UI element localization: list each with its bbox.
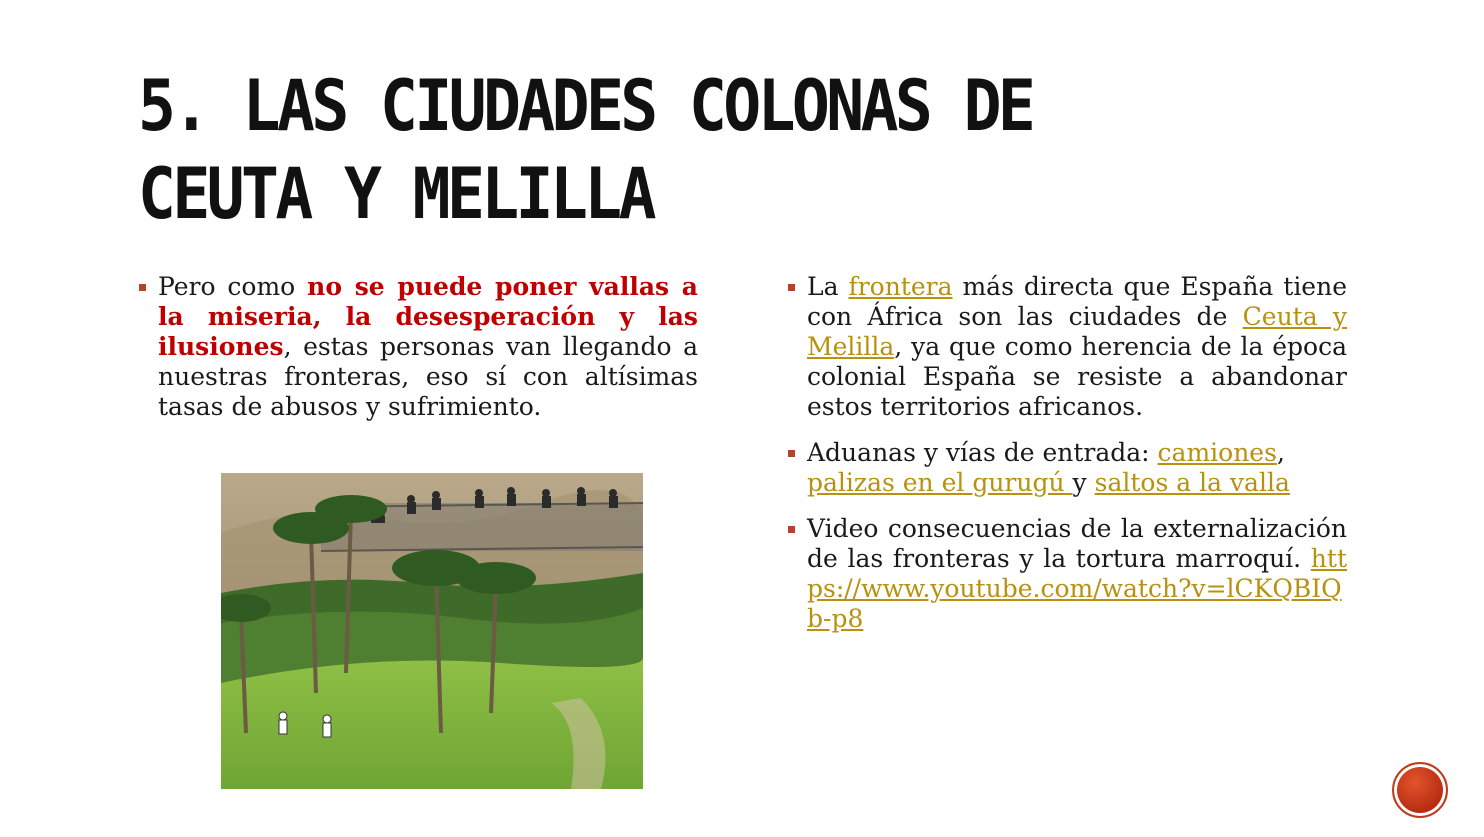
link-palizas[interactable]: palizas en el gurugú	[807, 468, 1073, 497]
link-camiones[interactable]: camiones	[1157, 438, 1277, 467]
text-run: , estas personas van llegando a nuestras fronteras, eso sí con altísimas tasas de abusos y sufrimiento.	[158, 332, 698, 421]
bullet-item	[785, 514, 1347, 634]
border-fence-golf-photo	[221, 473, 643, 789]
text-run: La	[807, 272, 849, 301]
bullet-item	[785, 272, 1347, 422]
link-saltos-valla[interactable]: saltos a la valla	[1094, 468, 1290, 497]
circle-nav-icon[interactable]	[1392, 762, 1448, 818]
link-ceuta-melilla[interactable]: Ceuta y Melilla	[807, 302, 1348, 361]
bullet-item	[785, 438, 1347, 498]
text-run: ,	[1276, 438, 1285, 467]
slide-title	[138, 62, 1218, 238]
text-run: más directa que España tiene con África son las ciudades de	[807, 272, 1347, 331]
left-column	[136, 272, 698, 438]
text-run: Pero como	[158, 272, 308, 301]
text-run: y	[1072, 468, 1095, 497]
link-frontera[interactable]: frontera	[848, 272, 953, 301]
link-youtube-video[interactable]: https://www.youtube.com/watch?v=lCKQBIQb-p8	[807, 544, 1347, 633]
right-column	[785, 272, 1347, 650]
emphasis-text: no se puede poner vallas a la miseria, la desesperación y las ilusiones	[158, 272, 698, 361]
text-run: Video consecuencias de la externalización de las fronteras y la tortura marroquí.	[807, 514, 1347, 573]
title-number: 5.	[138, 65, 207, 147]
photo-image	[221, 473, 643, 789]
bullet-item	[136, 272, 698, 422]
text-run: , ya que como herencia de la época colonial España se resiste a abandonar estos territorios africanos.	[807, 332, 1347, 421]
title-text: LAS CIUDADES COLONAS DE CEUTA Y MELILLA	[138, 65, 1033, 235]
text-run: Aduanas y vías de entrada:	[807, 438, 1158, 467]
